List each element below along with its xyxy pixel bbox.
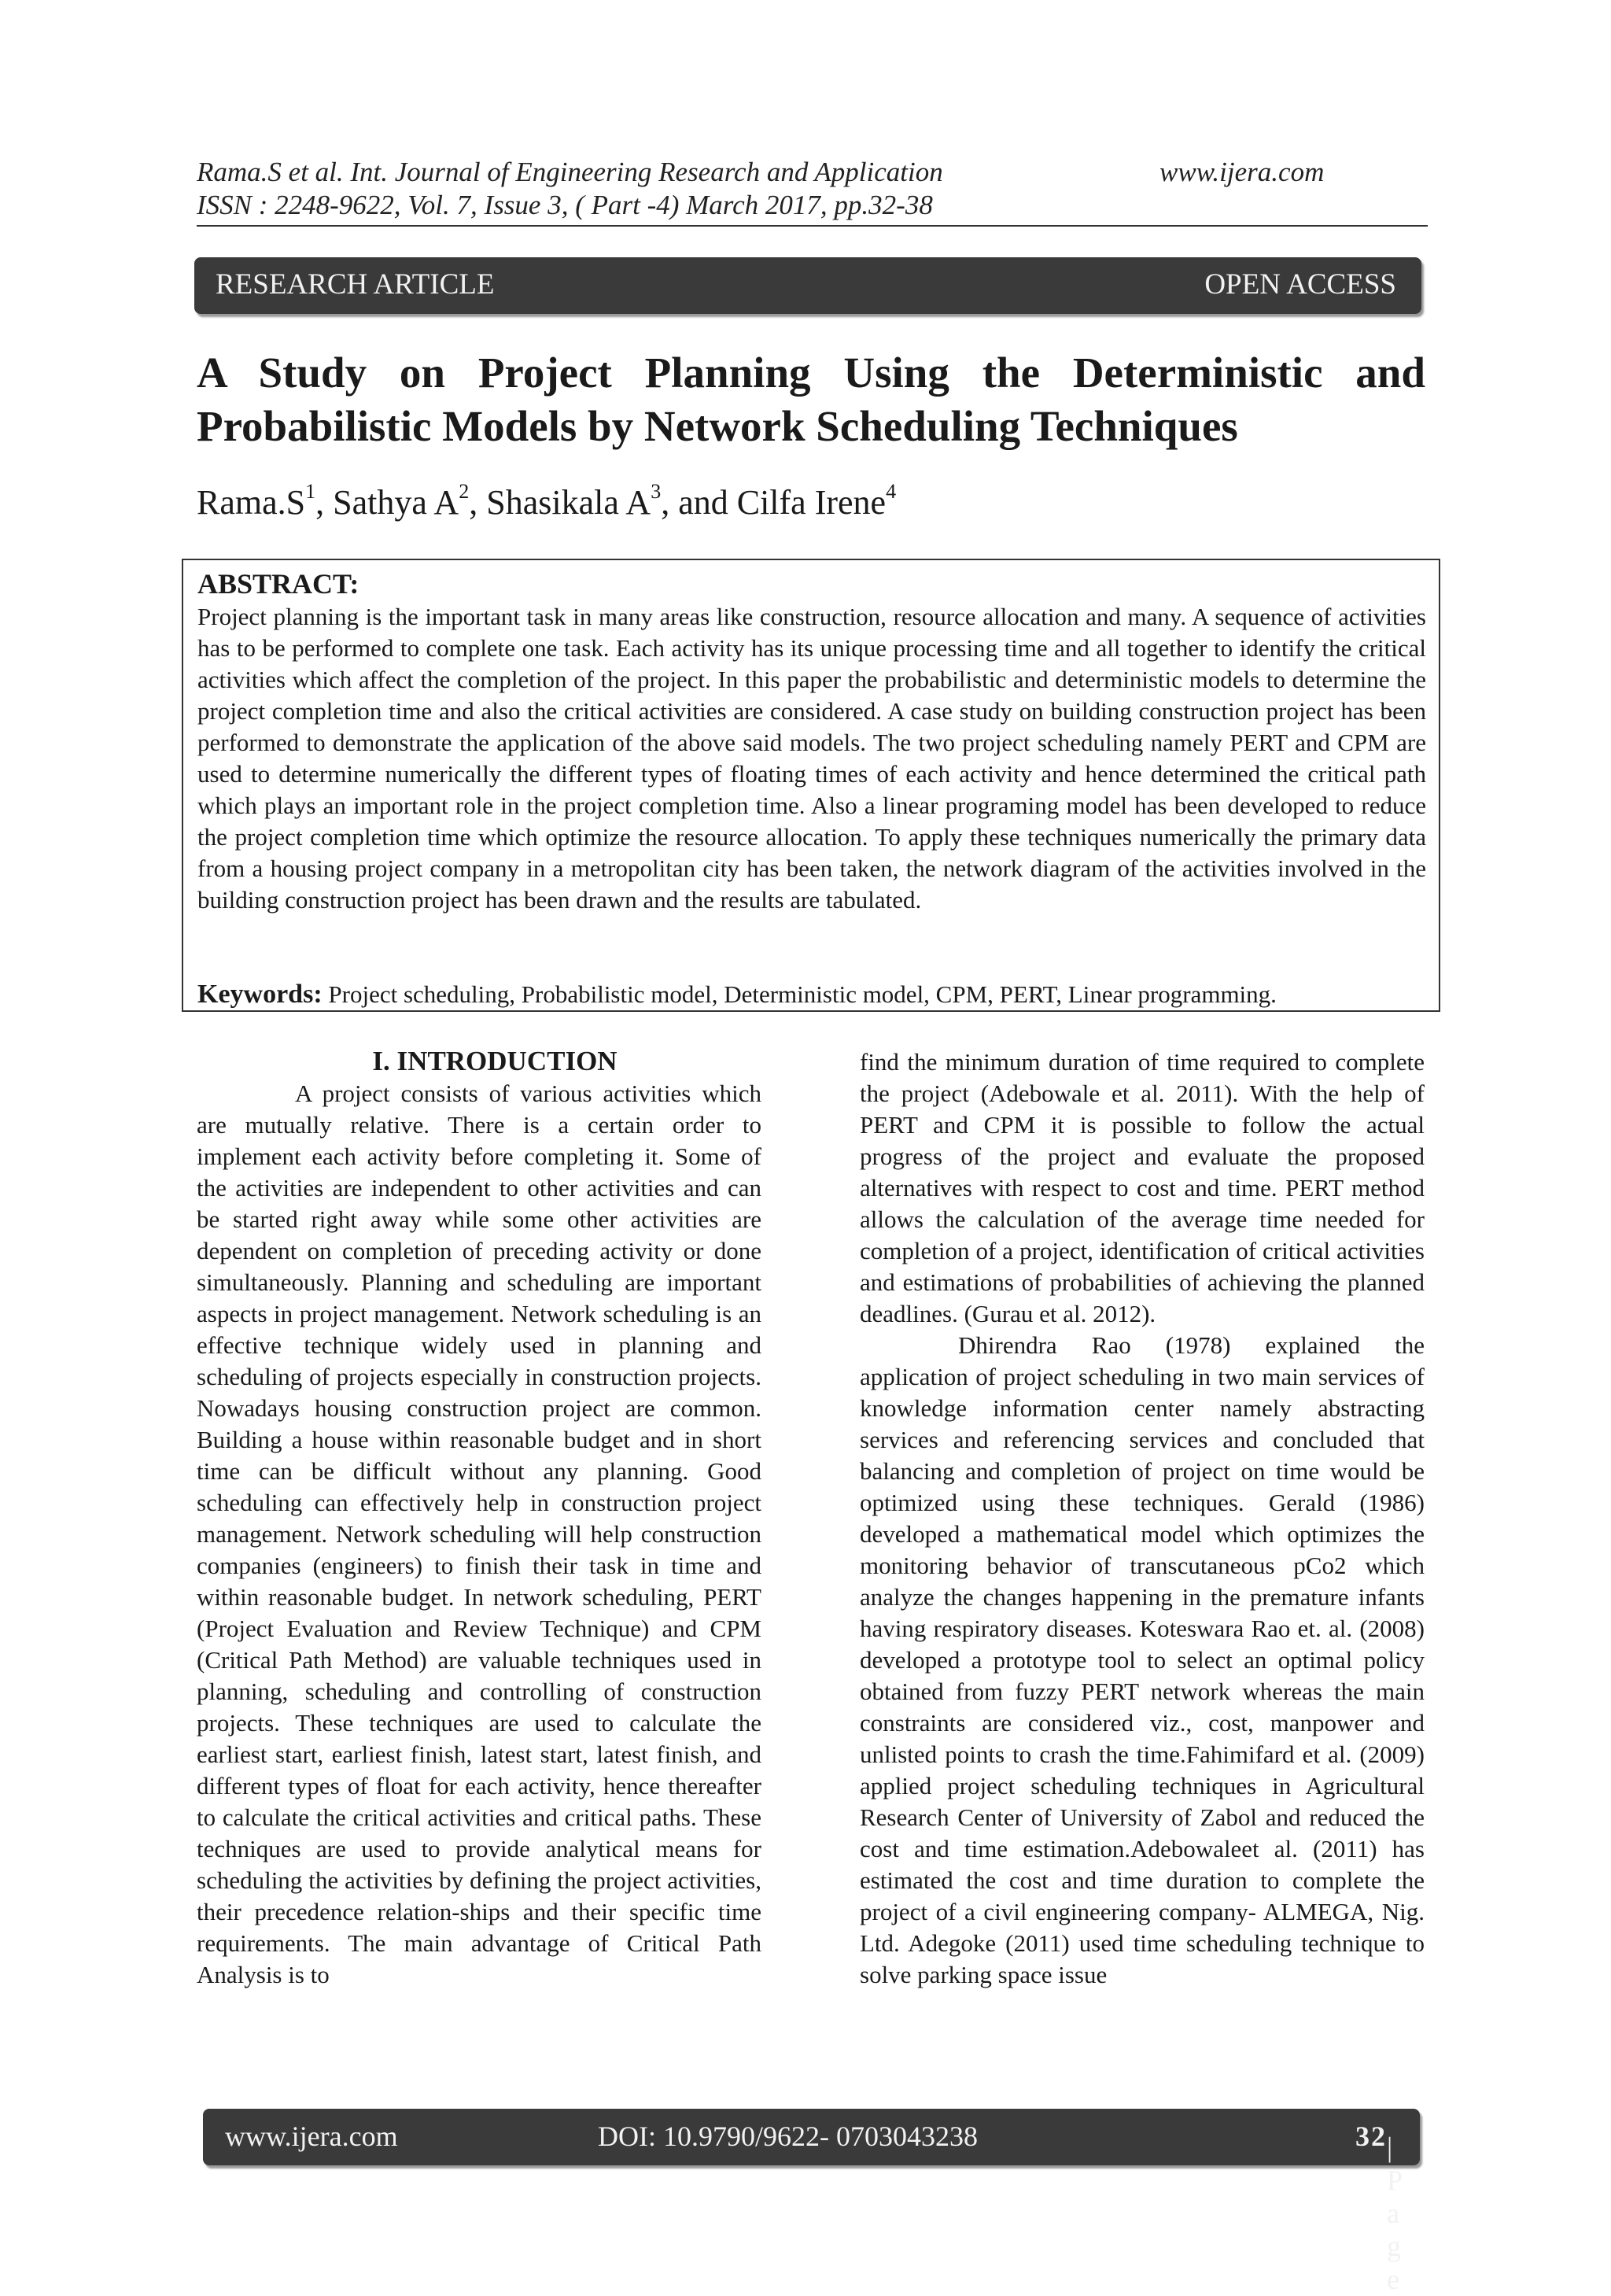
author-name: Rama.S [197,483,306,522]
author-name: Shasikala A [486,483,651,522]
abstract-box [182,559,1440,1012]
author-separator: , [315,483,334,522]
author-affiliation-mark: 1 [305,480,316,503]
author-affiliation-mark: 4 [886,480,897,503]
paper-title [197,346,1425,453]
page-number: 32 [1355,2121,1387,2152]
header-rule [197,225,1428,227]
section-heading-introduction: I. INTRODUCTION [372,1046,617,1076]
page-label: | P a g e [1387,2132,1403,2295]
abstract-text: Project planning is the important task in many areas like construction, resource allocation and many. A sequence of activities has to be performed to complete one task. Each activity has its unique processing time and all together to identify the critical activities which affect the completion of the project. In this paper the probabilistic and deterministic models to determine the project completion time and also the critical activities are considered. A case study on building construction project has been performed to demonstrate the application of the above said models. The two project scheduling namely PERT and CPM are used to determine numerically the different types of floating times of each activity and hence determined the critical path which plays an important role in the project completion time. Also a linear programing model has been developed to reduce the project completion time which optimize the resource allocation. To apply these techniques numerically the primary data from a housing project company in a metropolitan city has been taken, the network diagram of the activities involved in the building construction project has been drawn and the results are tabulated. [197,603,1426,914]
author-list [197,479,896,526]
intro-paragraph-1: A project consists of various activities which are mutually relative. There is a certain order to implement each activity before completing it. Some of the activities are independent to other activities and can be started right away while some other activities are dependent on completion of preceding activity or done simultaneously. Planning and scheduling are important aspects in project management. Network scheduling is an effective technique widely used in planning and scheduling of projects especially in construction projects. Nowadays housing construction project are common. Building a house within reasonable budget and in short time can be difficult without any planning. Good scheduling can effectively help in construction project management. Network scheduling will help construction companies (engineers) to finish their task in time and within reasonable budget. In network scheduling, PERT (Project Evaluation and Review Technique) and CPM (Critical Path Method) are valuable techniques used in planning, scheduling and controlling of construction projects. These techniques are used to calculate the earliest start, earliest finish, latest start, latest finish, and different types of float for each activity, hence thereafter to calculate the critical activities and critical paths. These techniques are used to provide analytical means for scheduling the activities by defining the project activities, their precedence relation-ships and their specific time requirements. The main advantage of Critical Path Analysis is to [197,1080,761,1988]
footer-website: www.ijera.com [225,2121,398,2152]
intro-paragraph-3: Dhirendra Rao (1978) explained the application of project scheduling in two main services of knowledge information center namely abstracting services and referencing services and concluded that balancing and completion of project on time would be optimized using these techniques. Gerald (1986) developed a mathematical model which optimizes the monitoring behavior of transcutaneous pCo2 which analyze the changes happening in the premature infants having respiratory diseases. Koteswara Rao et. al. (2008) developed a prototype tool to select an optimal policy obtained from fuzzy PERT network whereas the main constraints are considered viz., cost, manpower and unlisted points to crash the time.Fahimifard et al. (2009) applied project scheduling techniques in Agricultural Research Center of University of Zabol and reduced the cost and time estimation.Adebowaleet al. (2011) has estimated the cost and time duration to complete the project of a civil engineering company- ALMEGA, Nig. Ltd. Adegoke (2011) used time scheduling technique to solve parking space issue [860,1331,1425,1988]
article-type-label: RESEARCH ARTICLE [216,268,495,301]
article-type-bar [194,257,1421,314]
author-affiliation-mark: 3 [651,480,662,503]
author-affiliation-mark: 2 [459,480,470,503]
right-column [860,1046,1425,1991]
footer-bar [203,2109,1420,2295]
author-separator: , [469,483,487,522]
author-name: Sathya A [333,483,459,522]
footer-page-number [1355,2120,1403,2295]
running-header-website: www.ijera.com [1159,157,1325,187]
intro-paragraph-2: find the minimum duration of time required to complete the project (Adebowale et al. 2011). With the help of PERT and CPM it is possible to follow the actual progress of the project and evaluate the proposed alternatives with respect to cost and time. PERT method allows the calculation of the average time needed for completion of a project, identification of critical activities and estimations of probabilities of achieving the planned deadlines. (Gurau et al. 2012). [860,1048,1425,1327]
left-column [197,1045,761,1991]
running-header-issn: ISSN : 2248-9622, Vol. 7, Issue 3, ( Part -4) March 2017, pp.32-38 [197,190,933,220]
keywords-line [197,979,1432,1010]
abstract-heading: ABSTRACT: [197,568,359,600]
running-header-journal: Rama.S et al. Int. Journal of Engineering Research and Application [197,157,943,187]
keywords-list: Project scheduling, Probabilistic model, Deterministic model, CPM, PERT, Linear programming. [322,980,1277,1008]
author-name: Cilfa Irene [736,483,887,522]
title-line-2: Probabilistic Models by Network Scheduling Techniques [197,402,1238,450]
open-access-label: OPEN ACCESS [1204,268,1396,301]
keywords-label: Keywords: [197,980,323,1009]
footer-doi: DOI: 10.9790/9622- 0703043238 [598,2121,978,2152]
author-separator: , and [661,483,737,522]
title-line-1: A Study on Project Planning Using the Deterministic and [197,349,1425,397]
